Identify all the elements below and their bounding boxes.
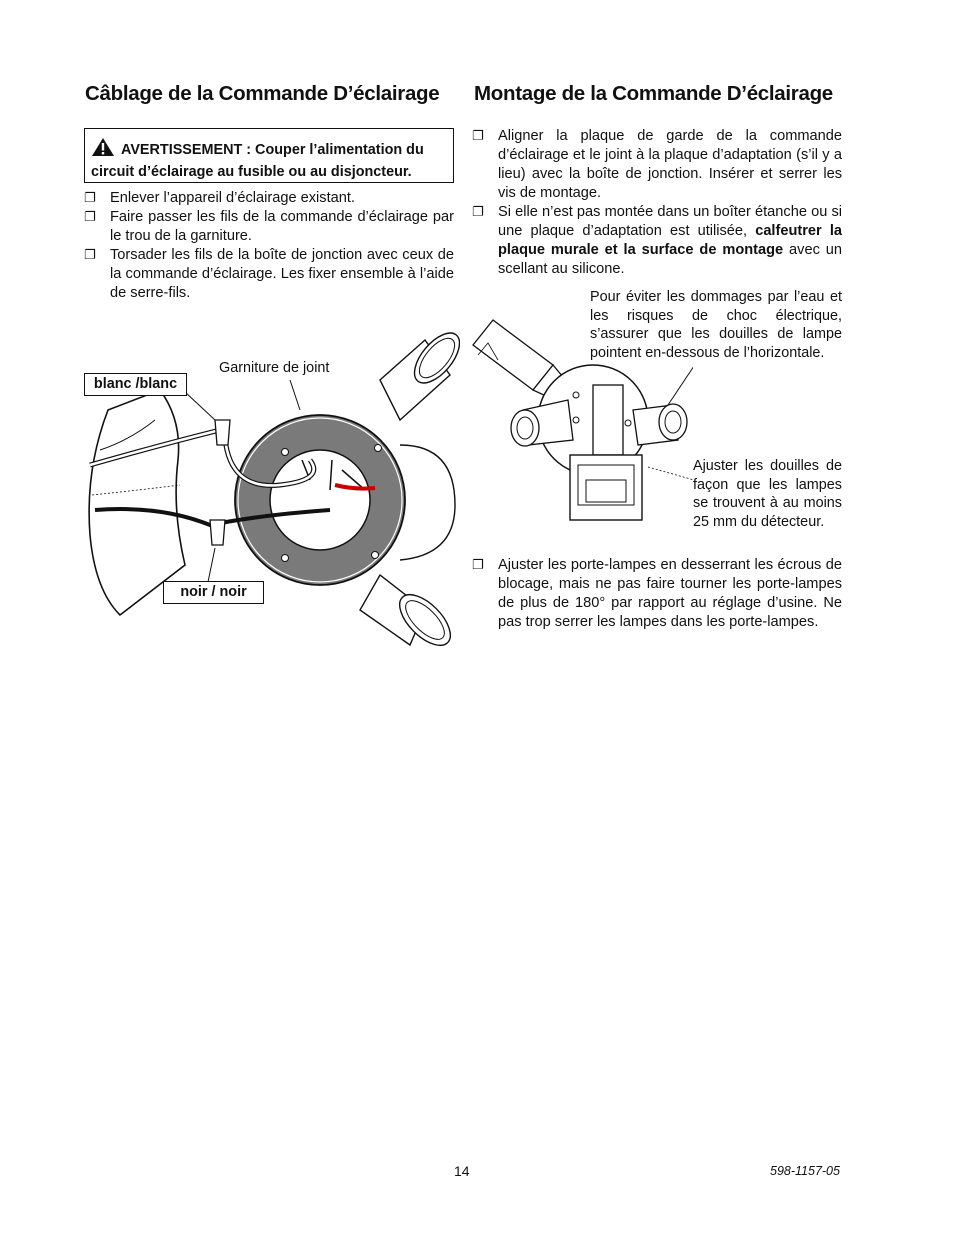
caption-adjust: Ajuster les douilles de façon que les lampes se trouvent à au moins 25 mm du détecteur. <box>693 458 842 530</box>
list-item: ❐ Faire passer les fils de la commande d’éclairage par le trou de la garniture. <box>84 208 454 246</box>
warning-box <box>84 128 454 183</box>
right-steps-list-2 <box>472 556 842 632</box>
list-item: ❐ Aligner la plaque de garde de la commande d’éclairage et le joint à la plaque d’adaptation (s’il y a lieu) avec la boîte de jonction. Insérer et serrer les vis de montage. <box>472 127 842 203</box>
left-heading: Câblage de la Commande D’éclairage <box>85 82 440 105</box>
list-item: ❐ Torsader les fils de la boîte de jonction avec ceux de la commande d’éclairage. Les fixer ensemble à l’aide de serre-fils. <box>84 246 454 303</box>
page-number: 14 <box>454 1163 470 1179</box>
left-steps-list <box>84 189 454 303</box>
warning-triangle-icon <box>91 137 115 163</box>
list-item: ❐ Enlever l’appareil d’éclairage existant. <box>84 189 454 208</box>
right-steps-list <box>472 127 842 279</box>
document-code: 598-1157-05 <box>770 1164 840 1178</box>
step-text: avec un scellant au silicone. <box>498 242 843 277</box>
warning-text: AVERTISSEMENT : Couper l’alimentation du circuit d’éclairage au fusible ou au disjoncteur. <box>91 142 424 180</box>
list-item: ❐ Ajuster les porte-lampes en desserrant les écrous de blocage, mais ne pas faire tourner les porte-lampes de plus de 180° par rapport au réglage d’usine. Ne pas trop serrer les lampes dans les porte-lampes. <box>472 556 842 632</box>
label-black-wires: noir / noir <box>163 581 264 604</box>
list-item <box>472 203 842 279</box>
right-heading: Montage de la Commande D’éclairage <box>474 82 833 105</box>
mounting-illustration <box>468 315 693 530</box>
step-text: Si elle n’est pas montée dans un boîter étanche ou si une plaque d’adaptation est utilisée, <box>498 204 842 239</box>
step-emphasis: calfeutrer la plaque murale et la surface de montage <box>498 223 842 258</box>
caption-water: Pour éviter les dommages par l’eau et les risques de choc électrique, s’assurer que les douilles de lampe pointent en-dessous de l’horizontale. <box>590 289 842 361</box>
label-gasket: Garniture de joint <box>219 360 330 376</box>
label-white-wires: blanc /blanc <box>84 373 187 396</box>
